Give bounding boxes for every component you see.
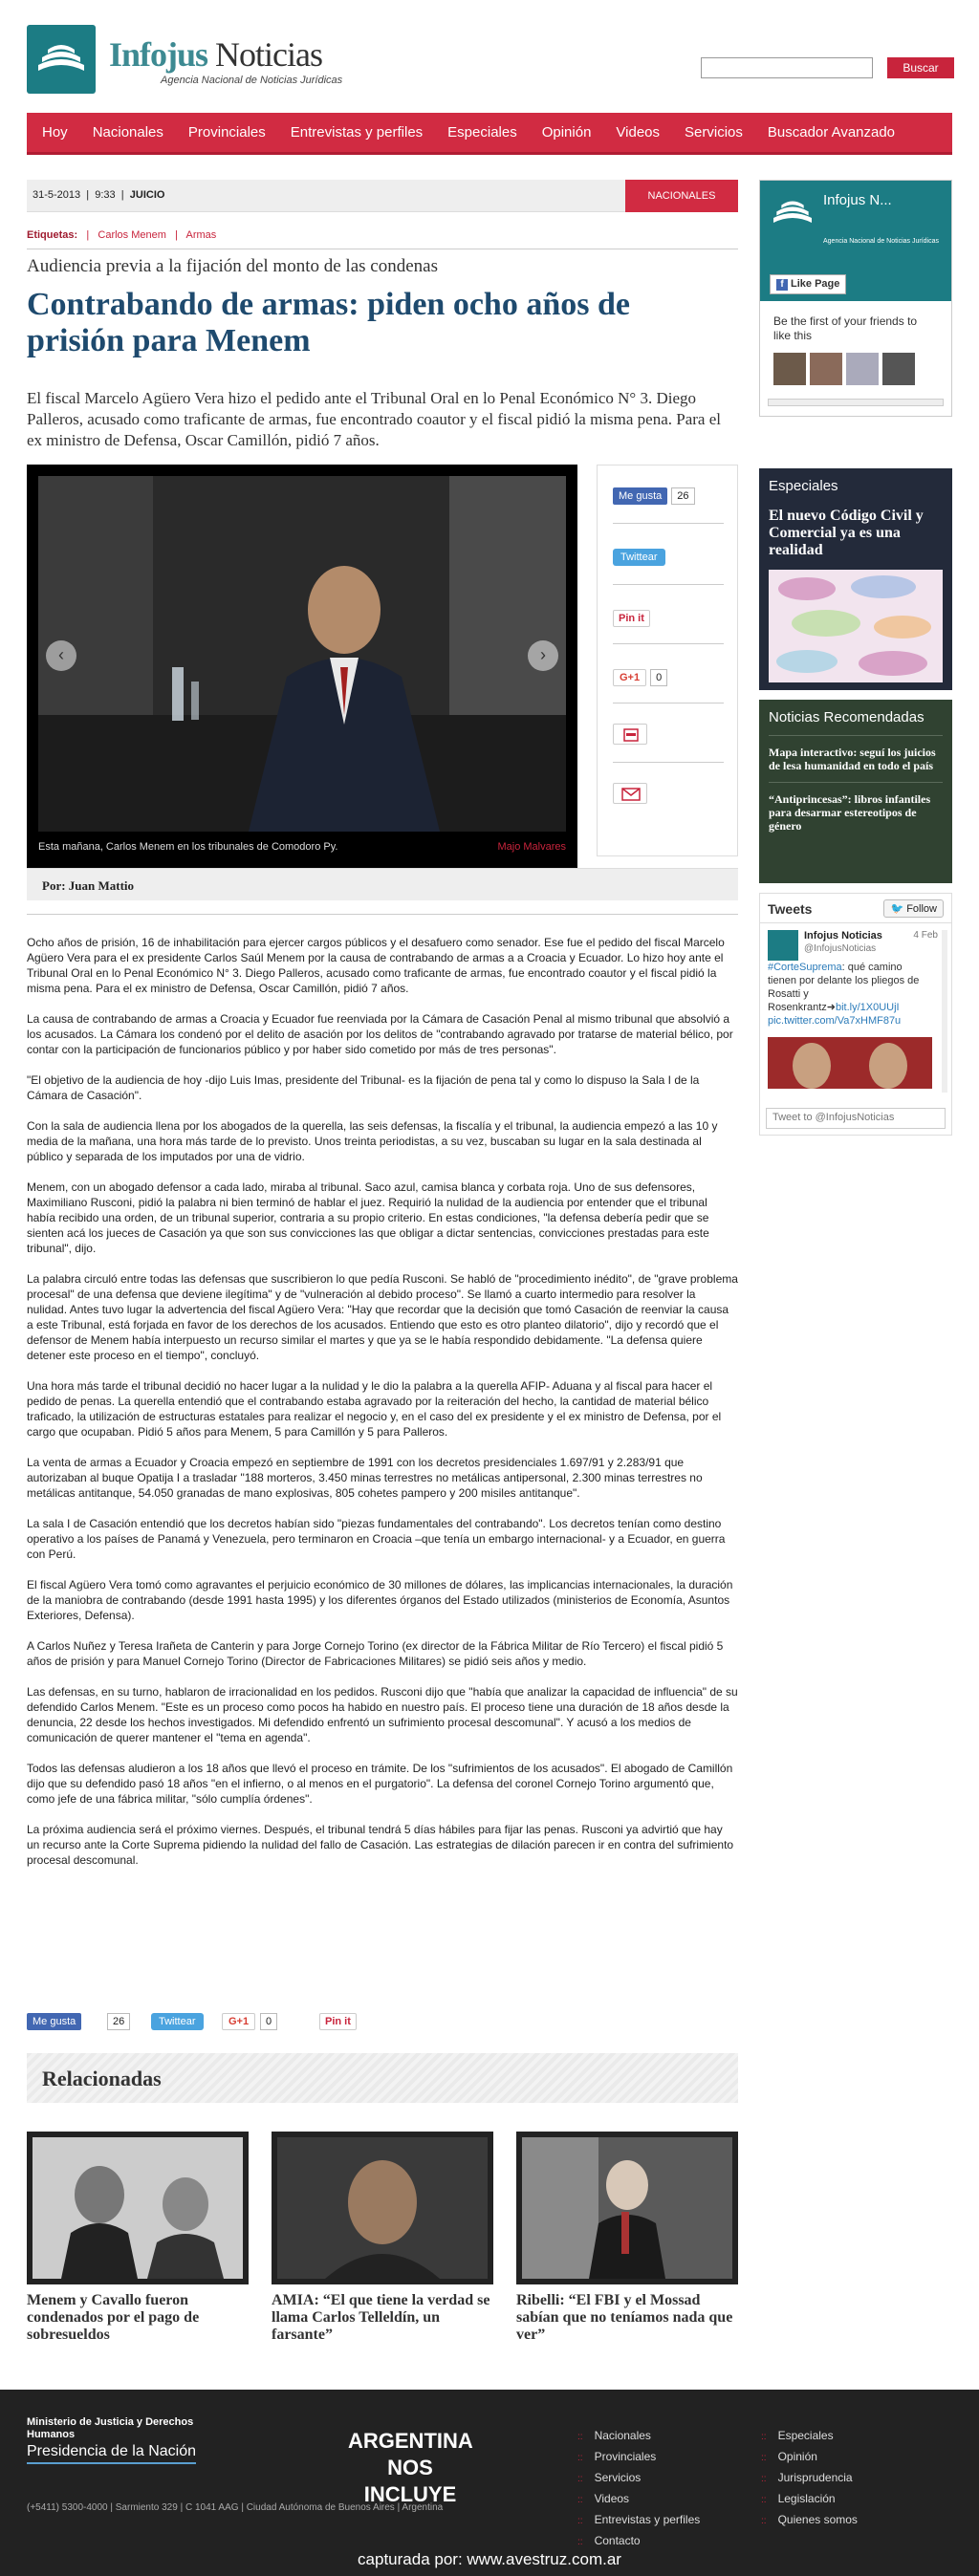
paragraph: El fiscal Agüero Vera tomó como agravantes el perjuicio económico de 30 millones de dólares, las implicancias internacionales, la duración de la maniobra de contrabando (desde 1991 hasta 1995) y los diferentes órganos del Estado utilizados (ministerios de Economía, Asuntos Exteriores, Defensa). (27, 1578, 733, 1622)
article-meta-bar (27, 180, 738, 212)
fb-friend-faces (773, 353, 936, 385)
related-item[interactable] (272, 2132, 493, 2344)
print-icon[interactable] (613, 724, 647, 745)
bottom-share-bar (27, 2013, 738, 2036)
footer-link[interactable]: :: Contacto (577, 2531, 700, 2552)
especiales-image (769, 570, 943, 682)
fb-widget-scrollbar[interactable] (768, 399, 944, 406)
facebook-widget (759, 180, 952, 417)
tweet-photo[interactable] (768, 1037, 932, 1089)
fb-like-button[interactable] (27, 2013, 81, 2030)
tag-link[interactable]: Carlos Menem (98, 229, 166, 241)
tweet-button[interactable] (151, 2013, 204, 2030)
tweet-label: Twittear (159, 2016, 196, 2027)
nav-hoy[interactable]: Hoy (42, 124, 68, 141)
search-button[interactable]: Buscar (887, 57, 954, 78)
fb-like-label: Me gusta (33, 2016, 76, 2027)
divider (613, 584, 724, 585)
tweet-date[interactable]: 4 Feb (913, 930, 938, 941)
tweets-scrollbar[interactable] (942, 930, 947, 1093)
related-photo (516, 2132, 738, 2284)
paragraph: Menem, con un abogado defensor a cada lado, miraba al tribunal. Saco azul, camisa blanca y corbata roja. Uno de sus defensores, Maximiliano Rusconi, pidió la palabra ni bien terminó de hablar el juez. Requirió la nulidad de la audiencia por entender que el tribunal había recibido una orden, de un tribunal superior, contraria a su propio criterio. En estas condiciones, "la defensa debería pedir que se sienten acá los jueces de Casación ya que son sus convicciones las que obligar a dictar sentencias, convicciones prestadas para este tribunal", dijo. (27, 1180, 709, 1255)
avatar[interactable] (768, 930, 798, 961)
pinit-button[interactable]: Pin it (319, 2013, 357, 2030)
nav-especiales[interactable]: Especiales (447, 124, 517, 141)
divider (769, 735, 943, 736)
tag-link[interactable]: Armas (185, 229, 217, 241)
site-footer (0, 2390, 979, 2576)
book-logo-icon (770, 194, 816, 232)
divider (613, 762, 724, 763)
footer-argentina-logo: ARGENTINA NOS INCLUYE (348, 2429, 473, 2506)
share-panel (597, 465, 738, 856)
recomendadas-heading: Noticias Recomendadas (769, 709, 925, 725)
paragraph: Ocho años de prisión, 16 de inhabilitación para ejercer cargos públicos y el desafuero como senador. Ese fue el pedido del fiscal Marcelo Agüero Vera para el ex presidente Carlos Saúl Menem por la causa de contrabando de armas a a Croacia y Ecuador. Lo hizo hoy ante el Tribunal Oral en lo Penal Económico N° 3. Diego Palleros, acusado como traficante de armas, fue encontrado coautor y el fiscal pidió la misma pena. Para el ex ministro de Defensa, Oscar Camillón, pidió 7 años. (27, 936, 725, 995)
capture-watermark: capturada por: www.avestruz.com.ar (358, 2550, 621, 2568)
author-name: Por: Juan Mattio (42, 878, 135, 893)
nav-videos[interactable]: Videos (616, 124, 661, 141)
logo-title: Infojus Noticias (109, 35, 323, 74)
tweet-body-text: : qué camino tienen por delante los pliegos de Rosatti y Rosenkrantz➜ (768, 962, 920, 1013)
related-title[interactable]: Ribelli: “El FBI y el Mossad sabían que no teníamos nada que ver” (516, 2292, 733, 2343)
gplus-count: 0 (260, 2013, 277, 2030)
tags-label: Etiquetas: (27, 229, 78, 241)
nav-entrevistas[interactable]: Entrevistas y perfiles (290, 124, 424, 141)
footer-link[interactable]: :: Quienes somos (761, 2510, 858, 2531)
tweet-hashtag[interactable]: #CorteSuprema (768, 962, 842, 973)
tweet-pic-link[interactable]: pic.twitter.com/Va7xHMF87u (768, 1015, 902, 1027)
tweet-to-input[interactable]: Tweet to @InfojusNoticias (766, 1108, 946, 1129)
tweet-button[interactable] (613, 549, 665, 566)
article-kicker: Audiencia previa a la fijación del monto de las condenas (27, 256, 438, 276)
paragraph: Todos las defensas aludieron a los 18 años que llevó el proceso en trámite. De los "sufrimientos de los acusados". El abogado de Camillón dijo que su defendido pasó 18 años "en el infierno, o al menos en el purgatorio". La defensa del coronel Cornejo Torino argumentó que, como jefe de una fábrica militar, "sólo cumplía órdenes". (27, 1762, 733, 1806)
related-header (27, 2053, 738, 2103)
gplus-count: 0 (650, 669, 667, 686)
divider (613, 643, 724, 644)
fb-like-button[interactable] (613, 487, 667, 505)
photo-credit: Majo Malvares (497, 841, 566, 853)
facebook-icon: f (776, 279, 788, 291)
recomendadas-box (759, 700, 952, 883)
related-item[interactable] (27, 2132, 249, 2344)
divider (27, 914, 738, 915)
footer-link[interactable]: :: Servicios (577, 2468, 700, 2489)
book-logo-icon (27, 25, 96, 94)
search-form (701, 57, 954, 80)
article-time: 9:33 (95, 189, 116, 201)
tweet-text (768, 961, 925, 1028)
footer-link[interactable]: :: Nacionales (577, 2426, 700, 2447)
footer-address: (+5411) 5300-4000 | Sarmiento 329 | C 1041 AAG | Ciudad Autónoma de Buenos Aires | Argentina (27, 2502, 444, 2513)
section-badge[interactable]: NACIONALES (625, 180, 738, 212)
tweet-label: Twittear (620, 552, 658, 563)
paragraph: Con la sala de audiencia llena por los abogados de la querella, las seis defensas, la fiscalía y el tribunal, la audiencia empezó a las 10 y media de la mañana, una hora más tarde de lo previsto. Unos treinta periodistas, a su vez, buscaban su lugar en la sala destinada al público y separada de los imputados por una de vidrio. (27, 1119, 718, 1163)
footer-link[interactable]: :: Entrevistas y perfiles (577, 2510, 700, 2531)
footer-link[interactable]: :: Especiales (761, 2426, 858, 2447)
footer-links-col2 (761, 2426, 858, 2531)
article-lead: El fiscal Marcelo Agüero Vera hizo el pedido ante el Tribunal Oral en lo Penal Económico N° 3. Diego Palleros, acusado como traficante de armas, fue encontrado coautor y el fiscal pidió la misma pena. Para el ex ministro de Defensa, Oscar Camillón, pidió 7 años. (27, 389, 721, 449)
slider-prev-icon[interactable]: ‹ (46, 640, 76, 671)
related-title[interactable]: AMIA: “El que tiene la verdad se llama Carlos Telleldín, un farsante” (272, 2292, 490, 2343)
paragraph: Una hora más tarde el tribunal decidió no hacer lugar a la nulidad y le dio la palabra a la querella AFIP- Aduana y al fiscal para hacer el pedido de penas. La querella entendió que el contrabando estaba agravado por la reiteración del hecho, la cantidad de material bélico traficado, la utilización de estructuras estatales para realizar el negocio y, en el caso del ex presidente y el ex ministro de Defensa, por el cargo que ocupaban. Pidió 5 años para Menem, 5 para Camillón y 5 para Palleros. (27, 1379, 722, 1439)
paragraph: Las defensas, en su turno, hablaron de irracionalidad en los pedidos. Rusconi dijo que "había que analizar la capacidad de influencia" de su defendido Carlos Menem. "Este es un proceso como pocos ha habido en nuestro país. El proceso tiene una duración de 18 años desde la denuncia, 22 desde los hechos investigados. Mi defendido enfrentó un sufrimiento procesal descomunal". Y acusó a los medios de comunicación de querer mantener el "tema en agenda". (27, 1685, 738, 1744)
fb-widget-text: Be the first of your friends to like this (773, 314, 918, 342)
nav-servicios[interactable]: Servicios (685, 124, 743, 141)
especiales-title[interactable]: El nuevo Código Civil y Comercial ya es una realidad (769, 508, 924, 558)
photo-slider (27, 465, 577, 868)
avatar[interactable] (882, 353, 915, 385)
footer-link[interactable]: :: Legislación (761, 2489, 858, 2510)
follow-label: Follow (906, 903, 937, 915)
footer-ministry: Ministerio de Justicia y Derechos Humanos (27, 2416, 194, 2440)
nav-opinion[interactable]: Opinión (541, 124, 592, 141)
recomendada-link[interactable]: Mapa interactivo: seguí los juicios de lesa humanidad en todo el país (769, 746, 936, 772)
especiales-box[interactable] (759, 468, 952, 690)
email-icon[interactable] (613, 783, 647, 804)
gplus-button[interactable]: G+1 (222, 2013, 255, 2030)
related-item[interactable] (516, 2132, 738, 2344)
photo-caption: Esta mañana, Carlos Menem en los tribunales de Comodoro Py. (38, 841, 338, 853)
fb-like-label: Me gusta (619, 490, 663, 502)
related-photo (272, 2132, 493, 2284)
related-title[interactable]: Menem y Cavallo fueron condenados por el pago de sobresueldos (27, 2292, 200, 2343)
tweet-link[interactable]: bit.ly/1X0UUjI (835, 1002, 900, 1013)
nav-provinciales[interactable]: Provinciales (187, 124, 266, 141)
facebook-cover (760, 181, 951, 301)
article-title: Contrabando de armas: piden ocho años de prisión para Menem (27, 287, 630, 358)
tweets-heading: Tweets (768, 901, 813, 917)
fb-like-page-button[interactable] (770, 274, 846, 294)
pinit-button[interactable]: Pin it (613, 610, 650, 627)
tags: Etiquetas: | Carlos Menem | Armas (27, 229, 217, 241)
footer-link[interactable]: :: Opinión (761, 2447, 858, 2468)
search-input[interactable] (701, 57, 873, 78)
logo-subtitle: Agencia Nacional de Noticias Jurídicas (161, 75, 343, 86)
article-body (27, 935, 738, 1883)
related-photo (27, 2132, 249, 2284)
nav-nacionales[interactable]: Nacionales (92, 124, 163, 141)
divider (760, 922, 951, 923)
fb-page-sub: Agencia Nacional de Noticias Jurídicas (823, 238, 940, 245)
footer-presidency[interactable]: Presidencia de la Nación (27, 2443, 196, 2464)
footer-link[interactable]: :: Videos (577, 2489, 700, 2510)
article-meta: 31-5-2013 | 9:33 | JUICIO (33, 189, 165, 201)
article-section: JUICIO (129, 189, 165, 201)
slider-next-icon[interactable]: › (528, 640, 558, 671)
footer-link[interactable]: :: Provinciales (577, 2447, 700, 2468)
article-photo (38, 476, 566, 832)
paragraph: La palabra circuló entre todas las defensas que suscribieron lo que pedía Rusconi. Se habló de "procedimiento inédito", de "grave problema procesal" de una defensa que deviene ilegítima" y de "vulneración al debido proceso". Se llamó a cuarto intermedio para resolver la nulidad. Antes tuvo lugar la advertencia del fiscal Agüero Vera: "Hay que recordar que la decisión que tomó Casación de reenviar la causa a este Tribunal, está forjada en favor de los derechos de los acusados. Entiendo que esto es otro planteo dilatorio", dijo y recordó que el defensor de Menem había interpuesto un recurso similar el martes y que ya se le había respondido debidamente. "La defensa quiere detener este proceso en el tiempo", concluyó. (27, 1272, 738, 1362)
paragraph: La sala I de Casación entendió que los decretos habían sido "piezas fundamentales del contrabando". Los decretos tenían como destino operativo a los países de Panamá y Venezuela, pero terminaron en Croacia –que tenía un embargo internacional- y a Ecuador, en guerra con Perú. (27, 1517, 726, 1561)
article-date: 31-5-2013 (33, 189, 81, 201)
especiales-heading: Especiales (769, 478, 838, 494)
fb-like-count: 26 (107, 2013, 130, 2030)
fb-like-count: 26 (671, 487, 694, 505)
site-header (27, 21, 954, 97)
tweet-handle[interactable]: @InfojusNoticias (804, 943, 877, 954)
avatar[interactable] (846, 353, 879, 385)
paragraph: La venta de armas a Ecuador y Croacia empezó en septiembre de 1991 con los decretos presidenciales 1.697/91 y 2.283/91 que autorizaban al buque Opatija I a trasladar "188 morteros, 3.450 minas terrestres no metálicas antipersonal, 2.300 minas terrestres no metálicas antitanque, 54.050 granadas de mano explosivas, 805 cohetes pampero y 200 misiles antitanque". (27, 1456, 703, 1500)
gplus-button[interactable]: G+1 (613, 669, 646, 686)
footer-links-col1 (577, 2426, 700, 2552)
author-bar (27, 868, 738, 900)
twitter-follow-button[interactable] (883, 899, 944, 918)
footer-link[interactable]: :: Jurisprudencia (761, 2468, 858, 2489)
paragraph: "El objetivo de la audiencia de hoy -dijo Luis Imas, presidente del Tribunal- es la fijación de pena tal y como lo dispuso la Sala I de la Cámara de Casación". (27, 1073, 700, 1102)
divider (613, 703, 724, 704)
divider (613, 523, 724, 524)
fb-page-name[interactable]: Infojus N... (823, 192, 892, 208)
related-heading: Relacionadas (42, 2067, 162, 2090)
site-logo[interactable] (27, 21, 381, 97)
paragraph: La próxima audiencia será el próximo viernes. Después, el tribunal tendrá 5 días hábiles para fijar las penas. Rusconi ya advirtió que hay un recurso ante la Corte Suprema pidiendo la nulidad del fallo de Casación. Las estrategias de dilación parecen ir en contra del sufrimiento procesal descomunal. (27, 1823, 734, 1867)
fb-like-page-label: Like Page (791, 278, 840, 290)
divider (769, 782, 943, 783)
twitter-widget (759, 893, 952, 1136)
paragraph: A Carlos Nuñez y Teresa Irañeta de Canterin y para Jorge Cornejo Torino (ex director de la Fábrica Militar de Río Tercero) el fiscal pidió 5 años de prisión y para Manuel Cornejo Torino (Director de Fabricaciones Militares) se pidió seis años y medio. (27, 1639, 724, 1668)
avatar[interactable] (810, 353, 842, 385)
main-nav (27, 113, 952, 155)
tweet-author[interactable]: Infojus Noticias (804, 930, 882, 942)
avatar[interactable] (773, 353, 806, 385)
nav-buscador[interactable]: Buscador Avanzado (767, 124, 896, 141)
recomendada-link[interactable]: “Antiprincesas”: libros infantiles para desarmar estereotipos de género (769, 792, 931, 833)
twitter-bird-icon: 🐦 (890, 903, 904, 915)
paragraph: La causa de contrabando de armas a Croacia y Ecuador fue reenviada por la Cámara de Casación Penal al mismo tribunal que absolvió a los acusados. La Cámara los condenó por el delito de asación por los delitos de "contrabando agravado por tratarse de material bélico, por contar con la participación de funcionarios público y por haber sido cometido por más de tres personas". (27, 1012, 733, 1056)
